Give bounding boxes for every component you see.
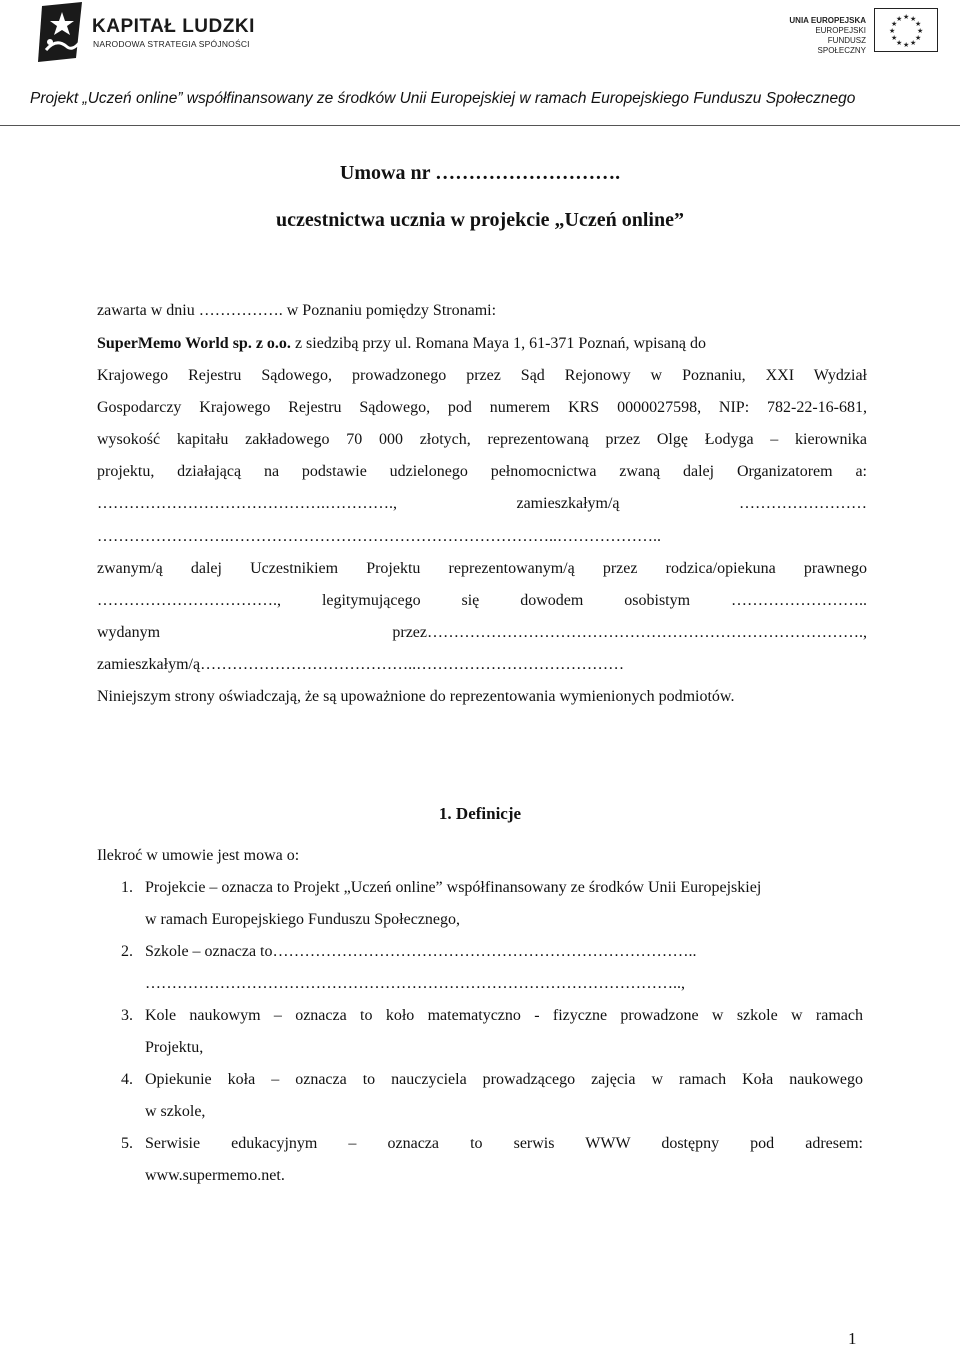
eu-logo-line-3: FUNDUSZ SPOŁECZNY <box>817 36 866 55</box>
page-number: 1 <box>848 1329 857 1348</box>
intro-line-5: wysokość kapitału zakładowego 70 000 złotych, reprezentowaną przez Olgę Łodyga – kierownika <box>97 431 867 448</box>
kapital-ludzki-emblem-icon <box>36 2 88 62</box>
svg-text:★: ★ <box>891 20 898 28</box>
definition-2-line-2: ……………………………………………………………………………………….., <box>145 975 685 992</box>
svg-text:★: ★ <box>903 41 910 49</box>
kapital-ludzki-logo <box>36 2 256 64</box>
intro-line-12: zamieszkałym/ą…………………………………..………………………………… <box>97 656 625 673</box>
contract-title: Umowa nr ………………………. <box>339 162 621 184</box>
organizer-address: z siedzibą przy ul. Romana Maya 1, 61-371 Poznań, wpisaną do <box>290 335 706 352</box>
definition-3-line-2: Projektu, <box>145 1039 204 1056</box>
definition-2-line-1: Szkole – oznacza to…………………………………………………………………….. <box>145 943 697 960</box>
eu-logo-line-2: EUROPEJSKI <box>815 26 866 35</box>
intro-line-4: Gospodarczy Krajowego Rejestru Sądowego, pod numerem KRS 0000027598, NIP: 782-22-16-681, <box>97 399 867 416</box>
svg-text:★: ★ <box>889 27 896 35</box>
intro-line-2 <box>97 334 867 354</box>
svg-text:★: ★ <box>896 39 903 47</box>
definition-1-line-2: w ramach Europejskiego Funduszu Społecznego, <box>145 911 461 928</box>
definition-4-line-1: Opiekunie koła – oznacza to nauczyciela prowadzącego zajęcia w ramach Koła naukowego <box>145 1071 863 1088</box>
svg-text:★: ★ <box>896 15 903 23</box>
intro-line-1: zawarta w dniu ……………. w Poznaniu pomiędzy Stronami: <box>97 302 497 319</box>
intro-line-10: ……………………………., legitymującego się dowodem osobistym …………………….. <box>97 592 867 609</box>
definition-4-line-2: w szkole, <box>145 1103 206 1120</box>
definition-3-number: 3. <box>121 1007 133 1024</box>
definition-4-number: 4. <box>121 1071 133 1088</box>
intro-line-3: Krajowego Rejestru Sądowego, prowadzonego przez Sąd Rejonowy w Poznaniu, XXI Wydział <box>97 367 867 384</box>
contract-subtitle: uczestnictwa ucznia w projekcie „Uczeń online” <box>276 209 684 231</box>
intro-line-13: Niniejszym strony oświadczają, że są upoważnione do reprezentowania wymienionych podmiotów. <box>97 688 735 705</box>
eu-logo-text <box>780 16 866 56</box>
definition-5-line-1: Serwisie edukacyjnym – oznacza to serwis WWW dostępny pod adresem: <box>145 1135 863 1152</box>
svg-text:★: ★ <box>903 13 910 21</box>
eu-logo-line-1: UNIA EUROPEJSKA <box>789 16 866 25</box>
header-divider <box>0 125 960 126</box>
definition-3-line-1: Kole naukowym – oznacza to koło matematyczno - fizyczne prowadzone w szkole w ramach <box>145 1007 863 1024</box>
definition-5-line-2: www.supermemo.net. <box>145 1167 285 1184</box>
intro-line-9: zwanym/ą dalej Uczestnikiem Projektu reprezentowanym/ą przez rodzica/opiekuna prawnego <box>97 560 867 577</box>
svg-text:★: ★ <box>915 20 922 28</box>
svg-text:★: ★ <box>891 34 898 42</box>
definition-2-number: 2. <box>121 943 133 960</box>
intro-line-7: …………………………………….…………., zamieszkałym/ą …………………… <box>97 495 867 512</box>
eu-logo <box>780 8 942 54</box>
intro-line-8: …………………….……………………………………………………..……………….. <box>97 528 661 545</box>
kapital-ludzki-title: KAPITAŁ LUDZKI <box>92 16 255 37</box>
svg-text:★: ★ <box>910 39 917 47</box>
definition-1-number: 1. <box>121 879 133 896</box>
definitions-lead: Ilekroć w umowie jest mowa o: <box>97 847 300 864</box>
organizer-name: SuperMemo World sp. z o.o. <box>97 335 291 352</box>
definition-5-number: 5. <box>121 1135 133 1152</box>
svg-text:★: ★ <box>917 27 924 35</box>
svg-text:★: ★ <box>910 15 917 23</box>
svg-text:★: ★ <box>915 34 922 42</box>
project-header: Projekt „Uczeń online” współfinansowany ze środków Unii Europejskiej w ramach Europejskiego Funduszu Społecznego <box>30 90 856 107</box>
intro-line-11: wydanym przez………………………………………………………………………., <box>97 624 867 641</box>
definition-1-line-1: Projekcie – oznacza to Projekt „Uczeń online” współfinansowany ze środków Unii Europejskiej <box>145 879 762 896</box>
kapital-ludzki-subtitle: NARODOWA STRATEGIA SPÓJNOŚCI <box>93 39 250 49</box>
eu-flag-icon <box>874 8 938 52</box>
section-heading-definitions: 1. Definicje <box>438 804 522 823</box>
intro-line-6: projektu, działającą na podstawie udzielonego pełnomocnictwa zwaną dalej Organizatorem a: <box>97 463 867 480</box>
